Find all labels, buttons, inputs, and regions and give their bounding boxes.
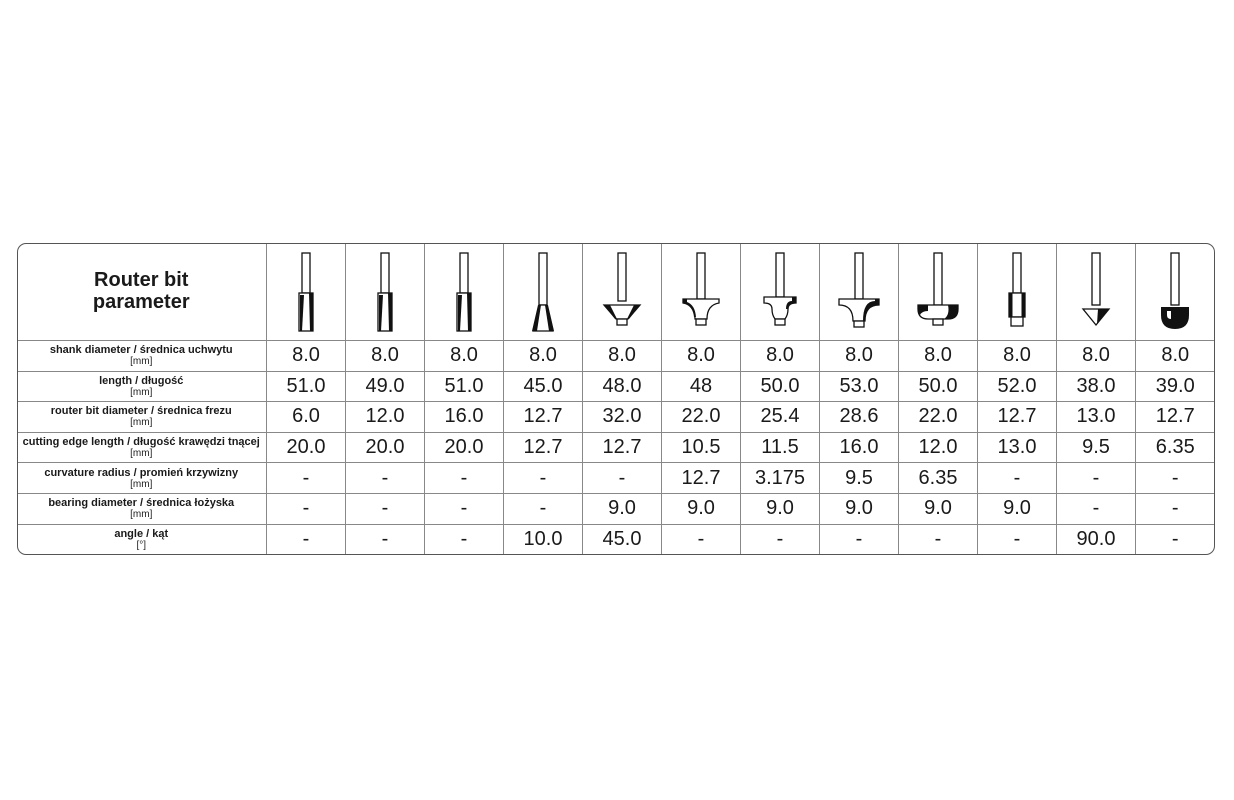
parameter-value: 8.0 — [687, 344, 715, 367]
value-cell — [1057, 463, 1136, 494]
value-cell — [662, 493, 741, 524]
parameter-value: 12.7 — [997, 405, 1037, 428]
parameter-value: 6.0 — [292, 405, 320, 428]
value-cell — [504, 463, 583, 494]
bit-cell-1 — [267, 243, 346, 341]
value-cell — [504, 524, 583, 555]
parameter-value: 10.5 — [681, 436, 721, 459]
parameter-value: 52.0 — [997, 374, 1037, 397]
parameter-name: shank diameter / średnica uchwytu — [49, 344, 233, 357]
spec-table-frame — [17, 243, 1215, 555]
parameter-value: 13.0 — [997, 436, 1037, 459]
parameter-value: - — [302, 497, 310, 520]
value-cell — [1057, 524, 1136, 555]
parameter-value: - — [776, 528, 784, 551]
flush-trim-bit-icon — [997, 249, 1037, 333]
value-cell — [978, 371, 1057, 402]
parameter-label-cell — [17, 432, 267, 463]
parameter-value: - — [381, 466, 389, 489]
core-box-bit-icon — [1155, 249, 1195, 333]
parameter-value: 9.5 — [1082, 436, 1110, 459]
table-row — [17, 463, 1215, 494]
value-cell — [1136, 524, 1215, 555]
value-cell — [662, 432, 741, 463]
parameter-value: 9.0 — [766, 497, 794, 520]
parameter-label-cell — [17, 493, 267, 524]
value-cell — [267, 341, 346, 372]
value-cell — [820, 463, 899, 494]
straight-bit-icon — [444, 249, 484, 333]
table-row — [17, 402, 1215, 433]
value-cell — [346, 341, 425, 372]
value-cell — [820, 341, 899, 372]
parameter-value: - — [1013, 528, 1021, 551]
value-cell — [425, 432, 504, 463]
value-cell — [662, 371, 741, 402]
value-cell — [741, 493, 820, 524]
parameter-value: 50.0 — [918, 374, 958, 397]
parameter-value: 6.35 — [1155, 436, 1195, 459]
value-cell — [820, 371, 899, 402]
title-line-2: parameter — [92, 291, 190, 314]
parameter-value: 12.0 — [365, 405, 405, 428]
value-cell — [346, 402, 425, 433]
value-cell — [899, 463, 978, 494]
parameter-name: curvature radius / promień krzywizny — [44, 466, 239, 479]
value-cell — [741, 524, 820, 555]
parameter-name: bearing diameter / średnica łożyska — [48, 497, 235, 510]
table-title — [17, 269, 266, 313]
bit-cell-4 — [504, 243, 583, 341]
parameter-name: length / długość — [99, 374, 184, 387]
value-cell — [346, 493, 425, 524]
parameter-value: - — [1171, 528, 1179, 551]
parameter-value: - — [381, 528, 389, 551]
v-groove-bit-icon — [1076, 249, 1116, 333]
parameter-value: 45.0 — [523, 374, 563, 397]
parameter-value: 8.0 — [450, 344, 478, 367]
chamfer-bit-icon — [598, 249, 646, 333]
value-cell — [583, 463, 662, 494]
value-cell — [741, 371, 820, 402]
value-cell — [425, 524, 504, 555]
value-cell — [425, 341, 504, 372]
parameter-value: 38.0 — [1076, 374, 1116, 397]
table-row — [17, 432, 1215, 463]
value-cell — [267, 463, 346, 494]
value-cell — [267, 371, 346, 402]
parameter-value: 8.0 — [924, 344, 952, 367]
parameter-value: 20.0 — [444, 436, 484, 459]
value-cell — [662, 341, 741, 372]
value-cell — [504, 341, 583, 372]
value-cell — [741, 463, 820, 494]
parameter-value: 48.0 — [602, 374, 642, 397]
value-cell — [583, 432, 662, 463]
cove-bit-icon — [914, 249, 962, 333]
parameter-value: 16.0 — [444, 405, 484, 428]
value-cell — [504, 371, 583, 402]
parameter-label-cell — [17, 524, 267, 555]
value-cell — [1136, 493, 1215, 524]
parameter-value: 8.0 — [766, 344, 794, 367]
value-cell — [741, 341, 820, 372]
value-cell — [1136, 341, 1215, 372]
parameter-unit: [°] — [136, 540, 147, 552]
parameter-value: 20.0 — [365, 436, 405, 459]
parameter-value: 9.5 — [845, 466, 873, 489]
value-cell — [820, 432, 899, 463]
parameter-value: - — [460, 528, 468, 551]
parameter-value: 16.0 — [839, 436, 879, 459]
parameter-value: 12.7 — [602, 436, 642, 459]
roman-ogee-bit-icon — [756, 249, 804, 333]
parameter-name: router bit diameter / średnica frezu — [50, 405, 232, 418]
parameter-value: 20.0 — [286, 436, 326, 459]
parameter-value: 9.0 — [687, 497, 715, 520]
value-cell — [899, 432, 978, 463]
bit-cell-6 — [662, 243, 741, 341]
value-cell — [820, 493, 899, 524]
parameter-value: - — [460, 497, 468, 520]
value-cell — [267, 432, 346, 463]
parameter-value: 22.0 — [918, 405, 958, 428]
table-row — [17, 341, 1215, 372]
value-cell — [583, 493, 662, 524]
parameter-name: cutting edge length / długość krawędzi tnącej — [22, 436, 260, 449]
parameter-name: angle / kąt — [114, 528, 169, 541]
parameter-value: 8.0 — [608, 344, 636, 367]
straight-bit-icon — [365, 249, 405, 333]
parameter-unit: [mm] — [130, 478, 153, 490]
parameter-value: 12.7 — [1155, 405, 1195, 428]
value-cell — [1057, 432, 1136, 463]
parameter-value: 12.7 — [523, 436, 563, 459]
parameter-value: 45.0 — [602, 528, 642, 551]
parameter-value: - — [302, 528, 310, 551]
parameter-label-cell — [17, 341, 267, 372]
parameter-value: - — [1092, 466, 1100, 489]
parameter-value: 9.0 — [608, 497, 636, 520]
bit-cell-3 — [425, 243, 504, 341]
parameter-value: 48 — [689, 374, 713, 397]
value-cell — [1136, 432, 1215, 463]
table-row — [17, 371, 1215, 402]
parameter-value: - — [539, 466, 547, 489]
value-cell — [1057, 402, 1136, 433]
parameter-value: - — [381, 497, 389, 520]
parameter-value: 32.0 — [602, 405, 642, 428]
value-cell — [267, 524, 346, 555]
parameter-value: 50.0 — [760, 374, 800, 397]
value-cell — [899, 402, 978, 433]
parameter-value: 9.0 — [845, 497, 873, 520]
bit-cell-7 — [741, 243, 820, 341]
bit-cell-8 — [820, 243, 899, 341]
parameter-value: 8.0 — [371, 344, 399, 367]
parameter-value: - — [1171, 466, 1179, 489]
parameter-value: 8.0 — [1082, 344, 1110, 367]
parameter-value: 8.0 — [529, 344, 557, 367]
value-cell — [662, 402, 741, 433]
value-cell — [1057, 371, 1136, 402]
parameter-label-cell — [17, 402, 267, 433]
value-cell — [1057, 493, 1136, 524]
value-cell — [583, 371, 662, 402]
roundover-bit-icon — [835, 249, 883, 333]
parameter-value: 9.0 — [924, 497, 952, 520]
value-cell — [1057, 341, 1136, 372]
value-cell — [662, 524, 741, 555]
table-row — [17, 493, 1215, 524]
value-cell — [425, 493, 504, 524]
parameter-value: 8.0 — [1161, 344, 1190, 367]
table-row — [17, 524, 1215, 555]
value-cell — [899, 524, 978, 555]
value-cell — [346, 524, 425, 555]
value-cell — [583, 402, 662, 433]
bit-cell-10 — [978, 243, 1057, 341]
header-title-cell — [17, 243, 267, 341]
bit-cell-11 — [1057, 243, 1136, 341]
value-cell — [267, 402, 346, 433]
header-row — [17, 243, 1215, 341]
value-cell — [978, 463, 1057, 494]
parameter-value: 49.0 — [365, 374, 405, 397]
parameter-value: 10.0 — [523, 528, 563, 551]
parameter-value: 6.35 — [918, 466, 958, 489]
parameter-value: - — [618, 466, 626, 489]
value-cell — [346, 432, 425, 463]
value-cell — [820, 402, 899, 433]
value-cell — [346, 463, 425, 494]
straight-bit-icon — [286, 249, 326, 333]
parameter-value: - — [934, 528, 942, 551]
dovetail-bit-icon — [523, 249, 563, 333]
value-cell — [346, 371, 425, 402]
bit-cell-9 — [899, 243, 978, 341]
bit-cell-5 — [583, 243, 662, 341]
parameter-unit: [mm] — [130, 356, 153, 368]
parameter-value: - — [539, 497, 547, 520]
parameter-value: - — [460, 466, 468, 489]
value-cell — [662, 463, 741, 494]
parameter-value: - — [1171, 497, 1179, 520]
parameter-label-cell — [17, 371, 267, 402]
parameter-value: 51.0 — [444, 374, 484, 397]
parameter-value: 8.0 — [292, 344, 320, 367]
parameter-value: 12.0 — [918, 436, 958, 459]
parameter-value: 39.0 — [1155, 374, 1195, 397]
router-bit-spec-table — [17, 243, 1215, 555]
value-cell — [1136, 402, 1215, 433]
value-cell — [504, 402, 583, 433]
parameter-value: - — [697, 528, 705, 551]
parameter-value: 13.0 — [1076, 405, 1116, 428]
value-cell — [504, 493, 583, 524]
bit-cell-12 — [1136, 243, 1215, 341]
parameter-value: - — [302, 466, 310, 489]
parameter-value: 90.0 — [1076, 528, 1116, 551]
parameter-unit: [mm] — [130, 417, 153, 429]
parameter-value: 53.0 — [839, 374, 879, 397]
parameter-value: - — [1092, 497, 1100, 520]
value-cell — [978, 493, 1057, 524]
parameter-value: 9.0 — [1003, 497, 1031, 520]
value-cell — [899, 341, 978, 372]
value-cell — [899, 371, 978, 402]
value-cell — [741, 432, 820, 463]
value-cell — [425, 402, 504, 433]
parameter-value: 8.0 — [1003, 344, 1031, 367]
parameter-label-cell — [17, 463, 267, 494]
parameter-value: 22.0 — [681, 405, 721, 428]
bit-cell-2 — [346, 243, 425, 341]
value-cell — [425, 463, 504, 494]
value-cell — [899, 493, 978, 524]
parameter-value: - — [855, 528, 863, 551]
parameter-value: 3.175 — [754, 466, 806, 489]
parameter-value: 11.5 — [761, 436, 799, 459]
value-cell — [267, 493, 346, 524]
value-cell — [1136, 371, 1215, 402]
value-cell — [978, 341, 1057, 372]
value-cell — [583, 524, 662, 555]
parameter-value: 12.7 — [523, 405, 563, 428]
value-cell — [1136, 463, 1215, 494]
value-cell — [820, 524, 899, 555]
value-cell — [583, 341, 662, 372]
parameter-value: 8.0 — [845, 344, 873, 367]
value-cell — [741, 402, 820, 433]
parameter-value: 12.7 — [681, 466, 721, 489]
parameter-unit: [mm] — [130, 509, 153, 521]
parameter-value: 28.6 — [839, 405, 879, 428]
title-line-1: Router bit — [94, 269, 189, 292]
value-cell — [425, 371, 504, 402]
value-cell — [504, 432, 583, 463]
value-cell — [978, 524, 1057, 555]
parameter-value: 51.0 — [286, 374, 326, 397]
parameter-unit: [mm] — [130, 386, 153, 398]
value-cell — [978, 402, 1057, 433]
roundover-bit-icon — [677, 249, 725, 333]
parameter-unit: [mm] — [130, 448, 153, 460]
parameter-value: 25.4 — [760, 405, 800, 428]
value-cell — [978, 432, 1057, 463]
parameter-value: - — [1013, 466, 1021, 489]
